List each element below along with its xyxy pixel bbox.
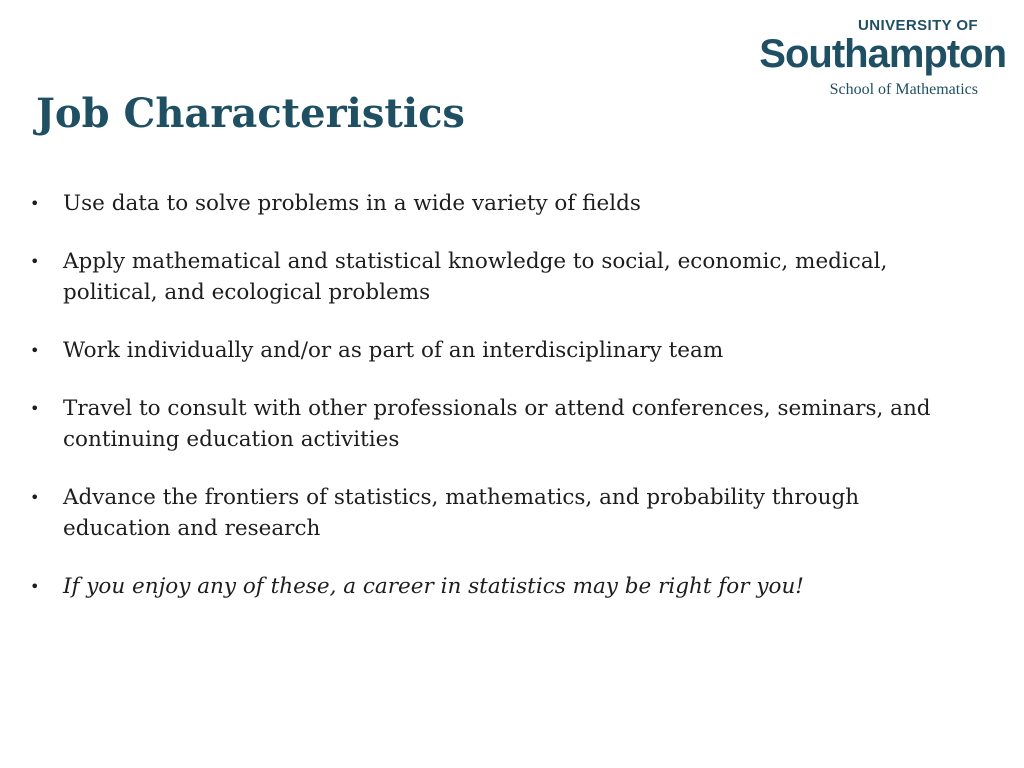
bullet-item: • Use data to solve problems in a wide variety of fields: [28, 188, 958, 219]
logo-subtitle: School of Mathematics: [829, 81, 978, 98]
bullet-list: [28, 188, 958, 629]
bullet-item-emphasis: • If you enjoy any of these, a career in statistics may be right for you!: [28, 571, 958, 602]
bullet-item: • Work individually and/or as part of an interdisciplinary team: [28, 335, 958, 366]
bullet-item: • Apply mathematical and statistical knowledge to social, economic, medical, political, and ecological problems: [28, 246, 958, 308]
slide-title: Job Characteristics: [36, 90, 465, 137]
bullet-item: • Advance the frontiers of statistics, mathematics, and probability through education and research: [28, 482, 958, 544]
logo-main-text: Southampton: [759, 32, 1006, 76]
logo-top-text: UNIVERSITY OF: [858, 17, 978, 34]
university-logo: [756, 18, 1006, 100]
bullet-item: • Travel to consult with other professionals or attend conferences, seminars, and continuing education activities: [28, 393, 958, 455]
